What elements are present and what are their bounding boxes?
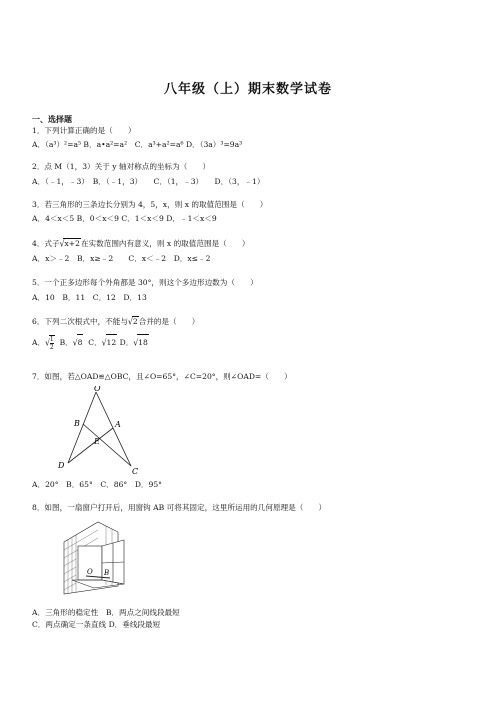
q8-options-cd: C．两点确定一条直线 D．垂线段最短: [32, 620, 161, 629]
q6-option-d-radicand: 18: [137, 334, 149, 351]
q1-options: A．（a³）²=a⁵ B．a•a²=a² C．a³+a²=a⁶ D．（3a）³=9a³: [32, 140, 243, 149]
label-C: C: [132, 467, 139, 476]
q6-option-b-label: B．: [59, 338, 73, 347]
q4-options: A．x＞﹣2 B．x≥﹣2 C．x＜﹣2 D．x≤﹣2: [32, 254, 211, 263]
label-B: B: [104, 569, 110, 577]
section-heading: 一、选择题: [32, 114, 72, 124]
fraction-denominator: 2: [49, 344, 54, 351]
label-O: O: [87, 568, 93, 576]
q6-option-a-label: A．: [32, 338, 46, 347]
line-BC: [83, 424, 131, 466]
q7-options: A．20° B．65° C．86° D．95°: [32, 480, 162, 489]
q6-stem-pre: 6．下列二次根式中，不能与: [32, 317, 128, 326]
label-D: D: [58, 461, 65, 470]
q7-stem: 7．如图，若△OAD≌△OBC，且∠O=65°，∠C=20°，则∠OAD=（ ）: [32, 372, 292, 381]
q2-stem: 2．点 M（1，3）关于 y 轴对称点的坐标为（ ）: [32, 162, 211, 171]
q6-option-c-radicand: 12: [106, 334, 118, 351]
label-E: E: [94, 437, 100, 446]
fraction-numerator: 1: [49, 336, 54, 343]
line-OC: [96, 392, 131, 466]
sqrt-icon: √: [127, 316, 133, 327]
q6-option-b-radicand: 8: [77, 334, 84, 351]
q6-radicand: 2: [132, 317, 138, 326]
q4-radicand: x+2: [64, 239, 80, 248]
sqrt-icon: √: [59, 238, 65, 249]
q6-option-d-label: D．: [119, 338, 134, 347]
q7-triangle-figure: [52, 386, 152, 476]
label-A: A: [115, 420, 121, 429]
q3-options: A．4＜x＜5 B．0＜x＜9 C．1＜x＜9 D．﹣1＜x＜9: [32, 214, 217, 223]
q3-stem: 3．若三角形的三条边长分别为 4，5，x，则 x 的取值范围是（ ）: [32, 200, 268, 209]
sqrt-icon: √: [133, 337, 139, 348]
q6-option-c-label: C．: [88, 338, 102, 347]
q4-stem-pre: 4．式子: [32, 239, 60, 248]
q4-stem: [32, 238, 250, 249]
q8-options-ab: A．三角形的稳定性 B．两点之间线段最短: [32, 608, 180, 617]
q8-stem: 8．如图，一扇窗户打开后，用窗钩 AB 可将其固定，这里所运用的几何原理是（ ）: [32, 503, 327, 512]
q6-options: [32, 334, 149, 351]
sqrt-icon: √: [72, 337, 78, 348]
label-O: O: [94, 386, 101, 393]
label-B: B: [74, 419, 80, 428]
sqrt-icon: √: [45, 337, 50, 348]
page-title: 八年级（上）期末数学试卷: [163, 82, 332, 97]
q6-stem-post: 合并的是（ ）: [138, 317, 200, 326]
q5-options: A．10 B．11 C．12 D．13: [32, 293, 147, 302]
q5-stem: 5．一个正多边形每个外角都是 30°，则这个多边形边数为（ ）: [32, 278, 258, 287]
sqrt-icon: √: [101, 337, 107, 348]
q1-stem: 1．下列计算正确的是（ ）: [32, 126, 136, 135]
q2-options: A．（﹣1，﹣3） B．（﹣1，3） C．（1，﹣3） D．（3，﹣1）: [32, 177, 265, 186]
q8-window-figure: [58, 516, 134, 598]
q4-stem-post: 在实数范围内有意义，则 x 的取值范围是（ ）: [80, 239, 250, 248]
q6-stem: [32, 316, 199, 327]
